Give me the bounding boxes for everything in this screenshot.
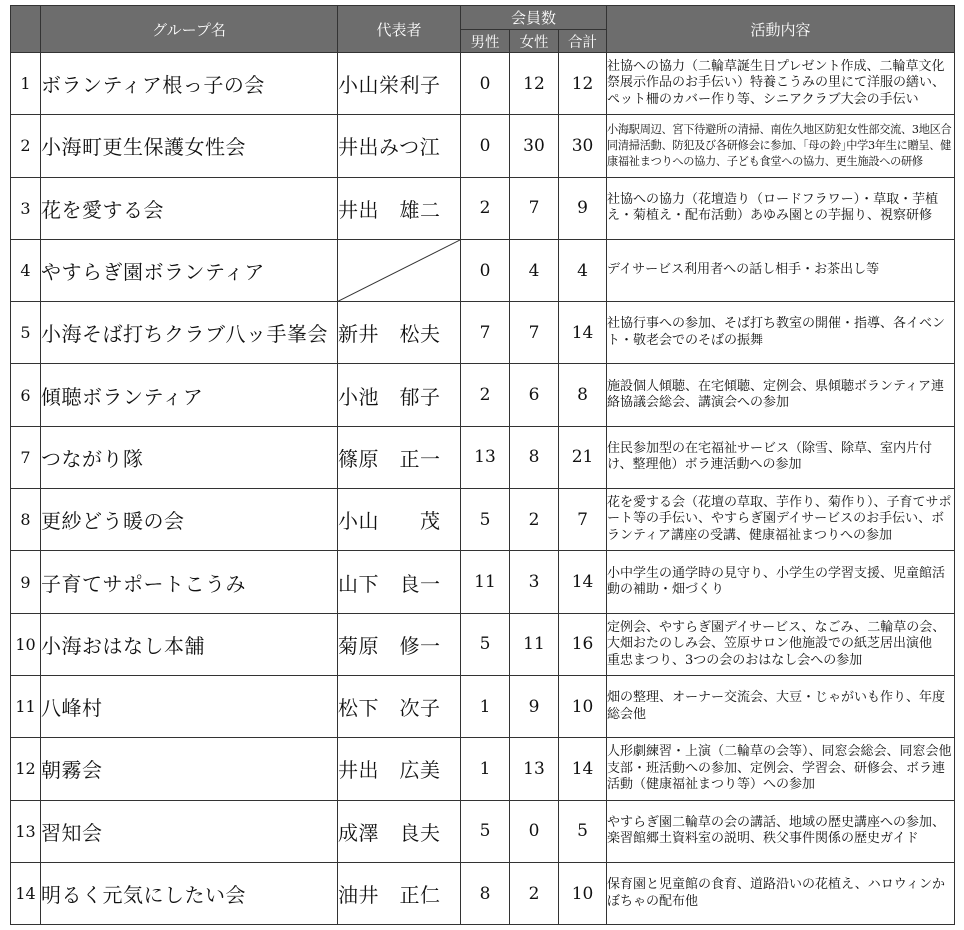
row-number: 6 xyxy=(11,364,41,426)
row-number: 13 xyxy=(11,800,41,862)
female-count-cell: 7 xyxy=(510,302,559,364)
table-row xyxy=(11,239,955,301)
header-no xyxy=(11,6,41,53)
representative-cell: 井出 雄二 xyxy=(338,177,461,239)
table-row xyxy=(11,489,955,551)
male-count-cell: 5 xyxy=(461,800,510,862)
male-count-cell: 0 xyxy=(461,239,510,301)
table-row xyxy=(11,53,955,115)
total-count-cell: 16 xyxy=(559,613,607,675)
activity-cell: 保育園と児童館の食育、道路沿いの花植え、ハロウィンかぼちゃの配布他 xyxy=(607,862,955,924)
group-name-cell: 小海町更生保護女性会 xyxy=(41,115,338,177)
total-count-cell: 4 xyxy=(559,239,607,301)
group-name-cell: 小海おはなし本舗 xyxy=(41,613,338,675)
table-row xyxy=(11,800,955,862)
group-name-cell: 子育てサポートこうみ xyxy=(41,551,338,613)
activity-cell: やすらぎ園二輪草の会の講話、地域の歴史講座への参加、楽習館郷土資料室の説明、秩父事件関係の歴史ガイド xyxy=(607,800,955,862)
total-count-cell: 5 xyxy=(559,800,607,862)
total-count-cell: 30 xyxy=(559,115,607,177)
female-count-cell: 4 xyxy=(510,239,559,301)
representative-cell: 小池 郁子 xyxy=(338,364,461,426)
total-count-cell: 9 xyxy=(559,177,607,239)
table-row xyxy=(11,177,955,239)
row-number: 1 xyxy=(11,53,41,115)
row-number: 14 xyxy=(11,862,41,924)
total-count-cell: 10 xyxy=(559,862,607,924)
representative-cell: 菊原 修一 xyxy=(338,613,461,675)
activity-cell: 花を愛する会（花壇の草取、芋作り、菊作り）、子育てサポート等の手伝い、やすらぎ園デイサービスのお手伝い、ボランティア講座の受講、健康福祉まつりへの参加 xyxy=(607,489,955,551)
group-name-cell: 小海そば打ちクラブ八ッ手峯会 xyxy=(41,302,338,364)
total-count-cell: 21 xyxy=(559,426,607,488)
male-count-cell: 5 xyxy=(461,489,510,551)
table-row xyxy=(11,675,955,737)
female-count-cell: 7 xyxy=(510,177,559,239)
female-count-cell: 13 xyxy=(510,738,559,800)
representative-cell: 新井 松夫 xyxy=(338,302,461,364)
female-count-cell: 30 xyxy=(510,115,559,177)
group-name-cell: やすらぎ園ボランティア xyxy=(41,239,338,301)
table-row xyxy=(11,426,955,488)
group-name-cell: ボランティア根っ子の会 xyxy=(41,53,338,115)
male-count-cell: 1 xyxy=(461,738,510,800)
male-count-cell: 5 xyxy=(461,613,510,675)
male-count-cell: 11 xyxy=(461,551,510,613)
row-number: 8 xyxy=(11,489,41,551)
representative-empty-cell xyxy=(338,239,461,301)
female-count-cell: 3 xyxy=(510,551,559,613)
female-count-cell: 2 xyxy=(510,489,559,551)
male-count-cell: 2 xyxy=(461,364,510,426)
female-count-cell: 12 xyxy=(510,53,559,115)
representative-cell: 油井 正仁 xyxy=(338,862,461,924)
group-name-cell: 更紗どう暖の会 xyxy=(41,489,338,551)
header-members: 会員数 xyxy=(461,6,607,30)
activity-cell: 社協への協力（二輪草誕生日プレゼント作成、二輪草文化祭展示作品のお手伝い）特養こうみの里にて洋服の繕い、ペット柵のカバー作り等、シニアクラブ大会の手伝い xyxy=(607,53,955,115)
group-name-cell: 明るく元気にしたい会 xyxy=(41,862,338,924)
table-row xyxy=(11,302,955,364)
female-count-cell: 9 xyxy=(510,675,559,737)
table-row xyxy=(11,115,955,177)
total-count-cell: 10 xyxy=(559,675,607,737)
female-count-cell: 8 xyxy=(510,426,559,488)
activity-cell: デイサービス利用者への話し相手・お茶出し等 xyxy=(607,239,955,301)
group-name-cell: 朝霧会 xyxy=(41,738,338,800)
activity-cell: 人形劇練習・上演（二輪草の会等）、同窓会総会、同窓会他支部・班活動への参加、定例会、学習会、研修会、ボラ連活動（健康福祉まつり等）への参加 xyxy=(607,738,955,800)
table-row xyxy=(11,551,955,613)
activity-cell: 社協への協力（花壇造り（ロードフラワー）・草取・芋植え・菊植え・配布活動）あゆみ園との芋掘り、視察研修 xyxy=(607,177,955,239)
representative-cell: 山下 良一 xyxy=(338,551,461,613)
row-number: 10 xyxy=(11,613,41,675)
total-count-cell: 14 xyxy=(559,551,607,613)
group-table xyxy=(10,5,955,925)
representative-cell: 小山栄利子 xyxy=(338,53,461,115)
representative-cell: 成澤 良夫 xyxy=(338,800,461,862)
table-row xyxy=(11,738,955,800)
male-count-cell: 0 xyxy=(461,53,510,115)
group-name-cell: 習知会 xyxy=(41,800,338,862)
table-row xyxy=(11,364,955,426)
row-number: 12 xyxy=(11,738,41,800)
representative-cell: 小山 茂 xyxy=(338,489,461,551)
activity-cell: 施設個人傾聴、在宅傾聴、定例会、県傾聴ボランティア連絡協議会総会、講演会への参加 xyxy=(607,364,955,426)
activity-cell: 社協行事への参加、そば打ち教室の開催・指導、各イベント・敬老会でのそばの振舞 xyxy=(607,302,955,364)
diagonal-slash xyxy=(338,240,460,301)
table-row xyxy=(11,862,955,924)
male-count-cell: 2 xyxy=(461,177,510,239)
representative-cell: 松下 次子 xyxy=(338,675,461,737)
female-count-cell: 11 xyxy=(510,613,559,675)
row-number: 7 xyxy=(11,426,41,488)
male-count-cell: 13 xyxy=(461,426,510,488)
male-count-cell: 7 xyxy=(461,302,510,364)
male-count-cell: 8 xyxy=(461,862,510,924)
row-number: 5 xyxy=(11,302,41,364)
total-count-cell: 12 xyxy=(559,53,607,115)
row-number: 2 xyxy=(11,115,41,177)
activity-cell: 畑の整理、オーナー交流会、大豆・じゃがいも作り、年度総会他 xyxy=(607,675,955,737)
female-count-cell: 6 xyxy=(510,364,559,426)
total-count-cell: 8 xyxy=(559,364,607,426)
representative-cell: 篠原 正一 xyxy=(338,426,461,488)
activity-cell: 小海駅周辺、宮下待避所の清掃、南佐久地区防犯女性部交流、3地区合同清掃活動、防犯及び各研修会に参加、｢母の鈴｣中学3年生に贈呈、健康福祉まつりへの協力、子ども食堂への協力、更生施設への研修 xyxy=(607,115,955,177)
header-activities: 活動内容 xyxy=(607,6,955,53)
header-female: 女性 xyxy=(510,30,559,53)
total-count-cell: 7 xyxy=(559,489,607,551)
representative-cell: 井出みつ江 xyxy=(338,115,461,177)
activity-cell: 小中学生の通学時の見守り、小学生の学習支援、児童館活動の補助・畑づくり xyxy=(607,551,955,613)
table-row xyxy=(11,613,955,675)
total-count-cell: 14 xyxy=(559,302,607,364)
activity-cell: 住民参加型の在宅福祉サービス（除雪、除草、室内片付け、整理他）ボラ連活動への参加 xyxy=(607,426,955,488)
total-count-cell: 14 xyxy=(559,738,607,800)
male-count-cell: 0 xyxy=(461,115,510,177)
row-number: 9 xyxy=(11,551,41,613)
header-group-name: グループ名 xyxy=(41,6,338,53)
row-number: 3 xyxy=(11,177,41,239)
row-number: 4 xyxy=(11,239,41,301)
group-name-cell: つながり隊 xyxy=(41,426,338,488)
header-total: 合計 xyxy=(559,30,607,53)
female-count-cell: 0 xyxy=(510,800,559,862)
header-representative: 代表者 xyxy=(338,6,461,53)
group-name-cell: 八峰村 xyxy=(41,675,338,737)
row-number: 11 xyxy=(11,675,41,737)
activity-cell: 定例会、やすらぎ園デイサービス、なごみ、二輪草の会、大畑おたのしみ会、笠原サロン他施設での紙芝居出演他 重忠まつり、3つの会のおはなし会への参加 xyxy=(607,613,955,675)
female-count-cell: 2 xyxy=(510,862,559,924)
header-male: 男性 xyxy=(461,30,510,53)
male-count-cell: 1 xyxy=(461,675,510,737)
representative-cell: 井出 広美 xyxy=(338,738,461,800)
group-name-cell: 傾聴ボランティア xyxy=(41,364,338,426)
group-name-cell: 花を愛する会 xyxy=(41,177,338,239)
